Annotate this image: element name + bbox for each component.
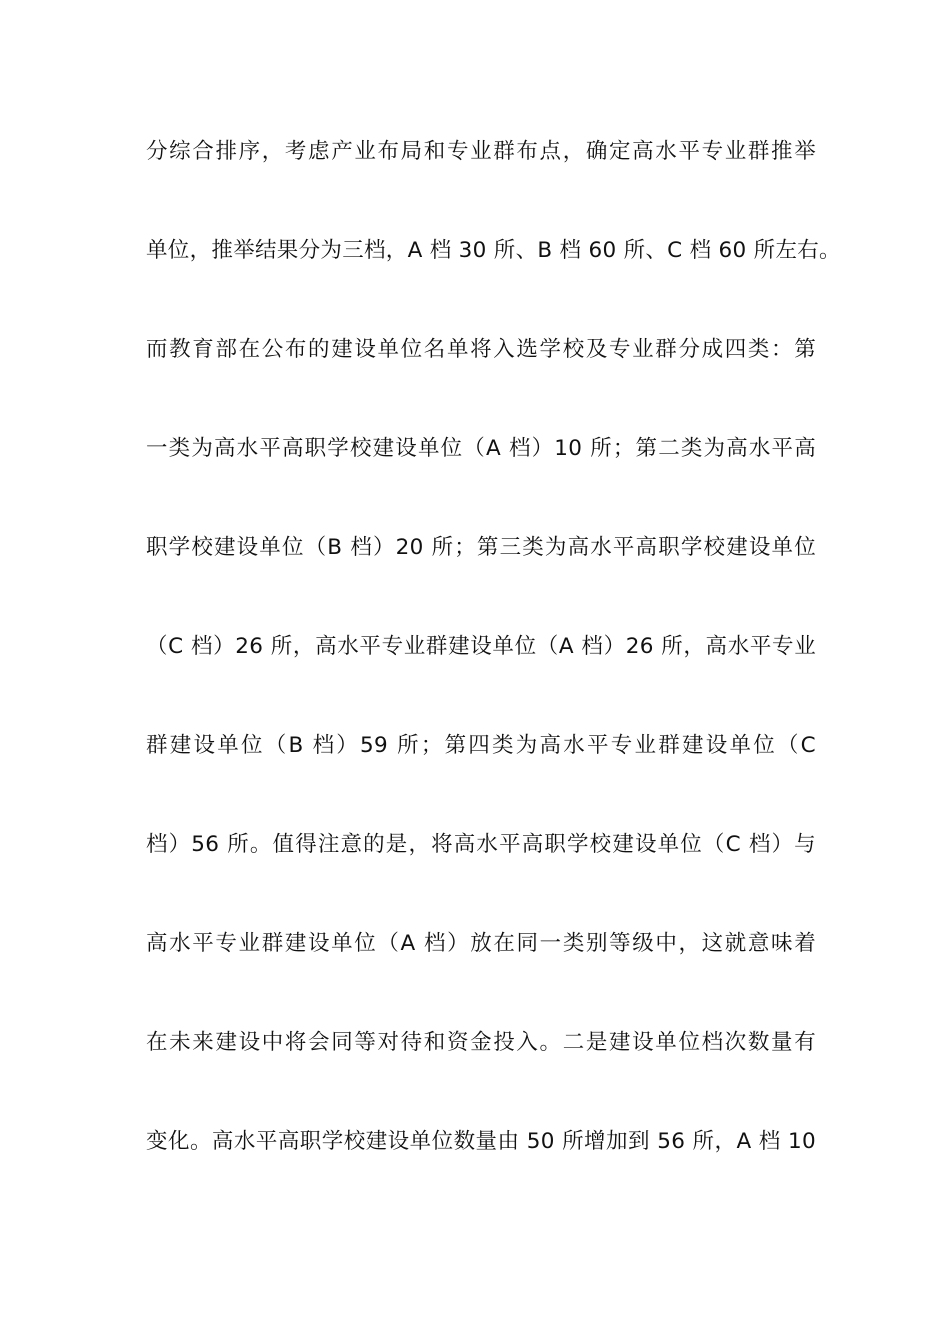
body-text	[146, 131, 841, 1220]
text-line: 档）56 所。值得注意的是，将高水平高职学校建设单位（C 档）与	[146, 832, 816, 857]
text-line: （C 档）26 所，高水平专业群建设单位（A 档）26 所，高水平专业	[146, 634, 816, 659]
text-line: 单位，推举结果分为三档，A 档 30 所、B 档 60 所、C 档 60 所左右。	[146, 238, 841, 263]
text-line: 变化。高水平高职学校建设单位数量由 50 所增加到 56 所，A 档 10	[146, 1129, 816, 1154]
text-line: 在未来建设中将会同等对待和资金投入。二是建设单位档次数量有	[146, 1030, 816, 1055]
text-line: 群建设单位（B 档）59 所；第四类为高水平专业群建设单位（C	[146, 733, 816, 758]
text-line: 高水平专业群建设单位（A 档）放在同一类别等级中，这就意味着	[146, 931, 816, 956]
text-line: 而教育部在公布的建设单位名单将入选学校及专业群分成四类：第	[146, 337, 816, 362]
text-line: 分综合排序，考虑产业布局和专业群布点，确定高水平专业群推举	[146, 139, 816, 164]
text-line: 职学校建设单位（B 档）20 所；第三类为高水平高职学校建设单位	[146, 535, 816, 560]
text-line: 一类为高水平高职学校建设单位（A 档）10 所；第二类为高水平高	[146, 436, 816, 461]
